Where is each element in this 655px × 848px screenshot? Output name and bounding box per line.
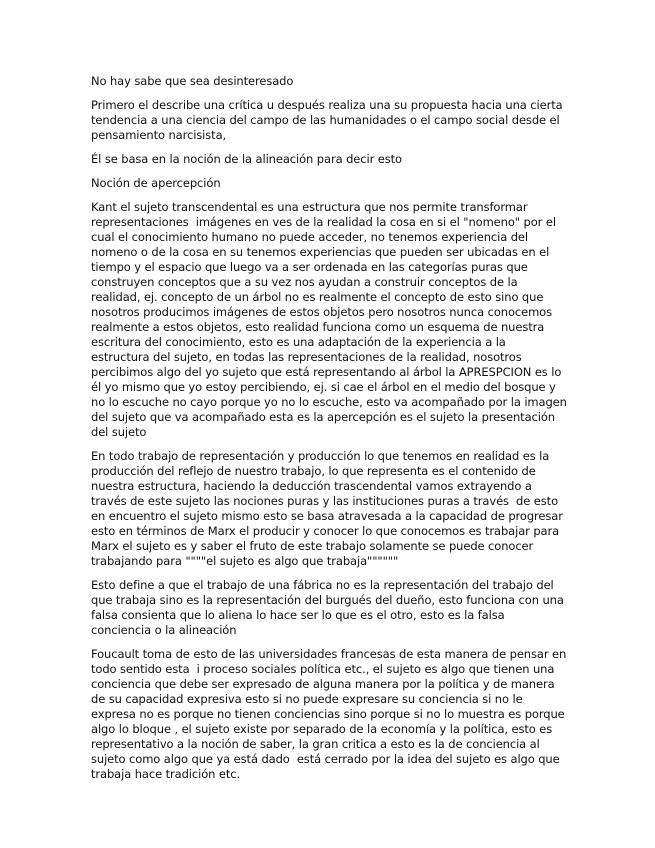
paragraph-3: Él se basa en la noción de la alineación para decir esto [91, 152, 402, 166]
paragraph-2: Primero el describe una crítica u después realiza una su propuesta hacia una cierta tendencia a una ciencia del campo de las humanidades o el campo social desde el pensamiento narcisista, [91, 98, 567, 142]
paragraph-8: Foucault toma de esto de las universidades francesas de esta manera de pensar en todo sentido esta i proceso sociales política etc., el sujeto es algo que tienen una conciencia que debe ser expresado de alguna manera por la política y de manera de su capacidad expresiva esto si no puede expresare su conciencia si no le expresa no es porque no tienen conciencias sino porque si no lo muestra es porque algo lo bloque , el sujeto existe por separado de la economía y la política, esto es representativo a la noción de saber, la gran critica a esto es la de conciencia al sujeto como algo que ya está dado está cerrado por la idea del sujeto es algo que trabaja hace tradición etc. [91, 647, 570, 781]
paragraph-6: En todo trabajo de representación y producción lo que tenemos en realidad es la producción del reflejo de nuestro trabajo, lo que representa es el contenido de nuestra estructura, haciendo la deducción trascendental vamos extrayendo a través de este sujeto las nociones puras y las instituciones puras a través de esto en encuentro el sujeto mismo esto se basa atravesada a la capacidad de progresar esto en términos de Marx el producir y conocer lo que conocemos es trabajar para Marx el sujeto es y saber el fruto de este trabajo solamente se puede conocer trabajando para """"el sujeto es algo que trabaja"""""" [91, 449, 567, 568]
paragraph-7: Esto define a que el trabajo de una fábrica no es la representación del trabajo del que trabaja sino es la representación del burgués del dueño, esto funciona con una falsa consienta que lo aliena lo hace ser lo que es el otro, esto es la falsa conciencia o la alineación [91, 578, 568, 637]
document-body [91, 74, 571, 791]
paragraph-1: No hay sabe que sea desinteresado [91, 74, 294, 88]
paragraph-4: Noción de apercepción [91, 176, 221, 190]
paragraph-5: Kant el sujeto transcendental es una estructura que nos permite transformar representaciones imágenes en ves de la realidad la cosa en si el "nomeno" por el cual el conocimiento humano no puede acceder, no tenemos experiencia del nomeno o de la cosa en su tenemos experiencias que pueden ser ubicadas en el tiempo y el espacio que luego va a ser ordenada en las categorías puras que construyen conceptos que a su vez nos ayudan a construir conceptos de la realidad, ej. concepto de un árbol no es realmente el concepto de esto sino que nosotros producimos imágenes de estos objetos pero nosotros nunca conocemos realmente a estos objetos, esto realidad funciona como un esquema de nuestra escritura del conocimiento, esto es una adaptación de la experiencia a la estructura del sujeto, en todas las representaciones de la realidad, nosotros percibimos algo del yo sujeto que está representando al árbol la APRESPCION es lo él yo mismo que yo estoy percibiendo, ej. si cae el árbol en el medio del bosque y no lo escuche no cayo porque yo no lo escuche, esto va acompañado por la imagen del sujeto que va acompañado esta es la apercepción es el sujeto la presentación del sujeto [91, 200, 571, 439]
